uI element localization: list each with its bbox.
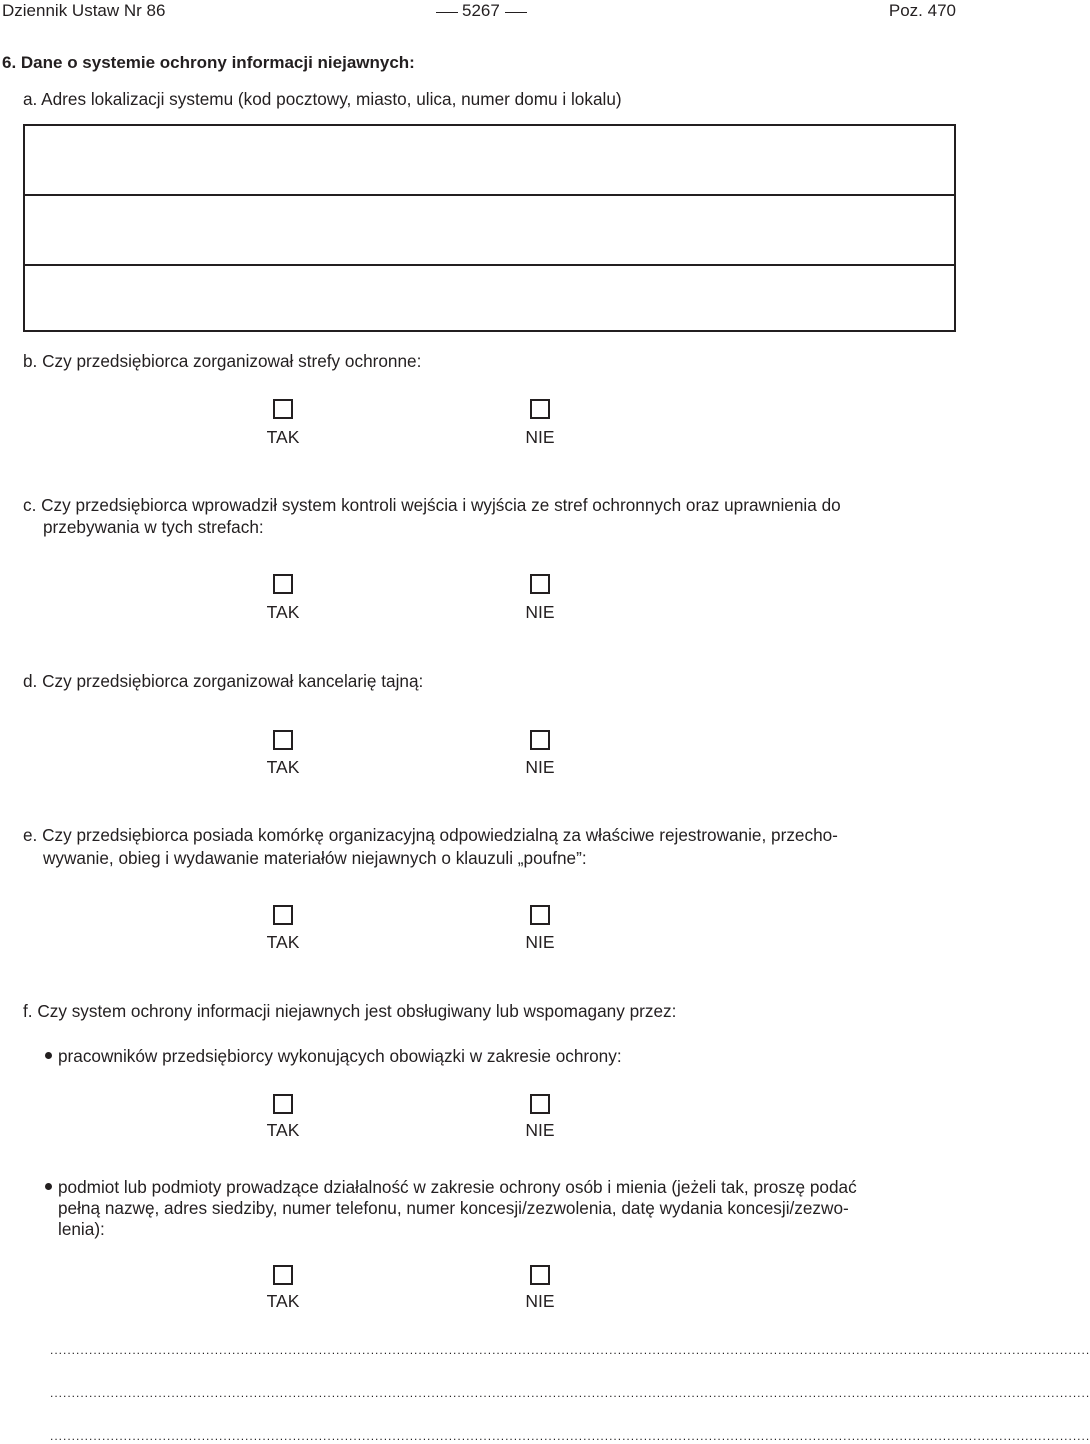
question-f2-tak-label: TAK bbox=[266, 1291, 300, 1311]
question-e-nie-label: NIE bbox=[525, 932, 555, 952]
question-f1-tak-label: TAK bbox=[266, 1120, 300, 1140]
question-c-nie-label: NIE bbox=[525, 602, 555, 622]
question-d-nie-label: NIE bbox=[525, 757, 555, 777]
question-c-label-line-2: przebywania w tych strefach: bbox=[43, 517, 264, 537]
question-d-nie-checkbox[interactable] bbox=[530, 730, 550, 750]
question-e-label-line-1: e. Czy przedsiębiorca posiada komórkę organizacyjną odpowiedzialną za właściwe rejestrowanie, przecho- bbox=[23, 825, 838, 845]
question-f-bullet-2-line-3: lenia): bbox=[58, 1219, 105, 1239]
fill-line-2[interactable]: ................................................................................................................................................................................................................................................ bbox=[50, 1386, 1090, 1400]
header-dash-left bbox=[436, 12, 458, 13]
question-d-label: d. Czy przedsiębiorca zorganizował kancelarię tajną: bbox=[23, 671, 424, 691]
question-c-nie-checkbox[interactable] bbox=[530, 574, 550, 594]
question-b-tak-label: TAK bbox=[266, 427, 300, 447]
question-f1-nie-label: NIE bbox=[525, 1120, 555, 1140]
question-f2-nie-checkbox[interactable] bbox=[530, 1265, 550, 1285]
address-box-divider-1 bbox=[25, 194, 954, 196]
question-d-tak-label: TAK bbox=[266, 757, 300, 777]
question-b-nie-checkbox[interactable] bbox=[530, 399, 550, 419]
question-a-label: a. Adres lokalizacji systemu (kod pocztowy, miasto, ulica, numer domu i lokalu) bbox=[23, 89, 622, 109]
question-b-tak-checkbox[interactable] bbox=[273, 399, 293, 419]
question-e-label-line-2: wywanie, obieg i wydawanie materiałów niejawnych o klauzuli „poufne”: bbox=[43, 848, 587, 868]
section-title: 6. Dane o systemie ochrony informacji niejawnych: bbox=[2, 53, 415, 72]
question-f-bullet-1: pracowników przedsiębiorcy wykonujących obowiązki w zakresie ochrony: bbox=[58, 1046, 622, 1066]
question-f1-tak-checkbox[interactable] bbox=[273, 1094, 293, 1114]
question-e-tak-checkbox[interactable] bbox=[273, 905, 293, 925]
journal-title: Dziennik Ustaw Nr 86 bbox=[2, 1, 166, 20]
question-e-tak-label: TAK bbox=[266, 932, 300, 952]
address-box-divider-2 bbox=[25, 264, 954, 266]
question-e-nie-checkbox[interactable] bbox=[530, 905, 550, 925]
question-f-label: f. Czy system ochrony informacji niejawnych jest obsługiwany lub wspomagany przez: bbox=[23, 1001, 677, 1021]
question-b-label: b. Czy przedsiębiorca zorganizował strefy ochronne: bbox=[23, 351, 422, 371]
bullet-icon bbox=[45, 1183, 52, 1190]
address-box[interactable] bbox=[23, 124, 956, 332]
question-b-nie-label: NIE bbox=[525, 427, 555, 447]
header-dash-right bbox=[505, 12, 527, 13]
fill-line-1[interactable]: ................................................................................................................................................................................................................................................ bbox=[50, 1343, 1090, 1357]
question-f2-nie-label: NIE bbox=[525, 1291, 555, 1311]
question-f2-tak-checkbox[interactable] bbox=[273, 1265, 293, 1285]
position-number: Poz. 470 bbox=[888, 1, 956, 20]
question-f-bullet-2-line-2: pełną nazwę, adres siedziby, numer telefonu, numer koncesji/zezwolenia, datę wydania koncesji/zezwo- bbox=[58, 1198, 849, 1218]
question-c-tak-label: TAK bbox=[266, 602, 300, 622]
bullet-icon bbox=[45, 1052, 52, 1059]
question-f1-nie-checkbox[interactable] bbox=[530, 1094, 550, 1114]
question-d-tak-checkbox[interactable] bbox=[273, 730, 293, 750]
page-number: 5267 bbox=[462, 1, 500, 20]
question-f-bullet-2-line-1: podmiot lub podmioty prowadzące działalność w zakresie ochrony osób i mienia (jeżeli tak, proszę podać bbox=[58, 1177, 857, 1197]
question-c-tak-checkbox[interactable] bbox=[273, 574, 293, 594]
question-c-label-line-1: c. Czy przedsiębiorca wprowadził system kontroli wejścia i wyjścia ze stref ochronnych oraz uprawnienia do bbox=[23, 495, 841, 515]
fill-line-3[interactable]: ................................................................................................................................................................................................................................................ bbox=[50, 1429, 1090, 1443]
